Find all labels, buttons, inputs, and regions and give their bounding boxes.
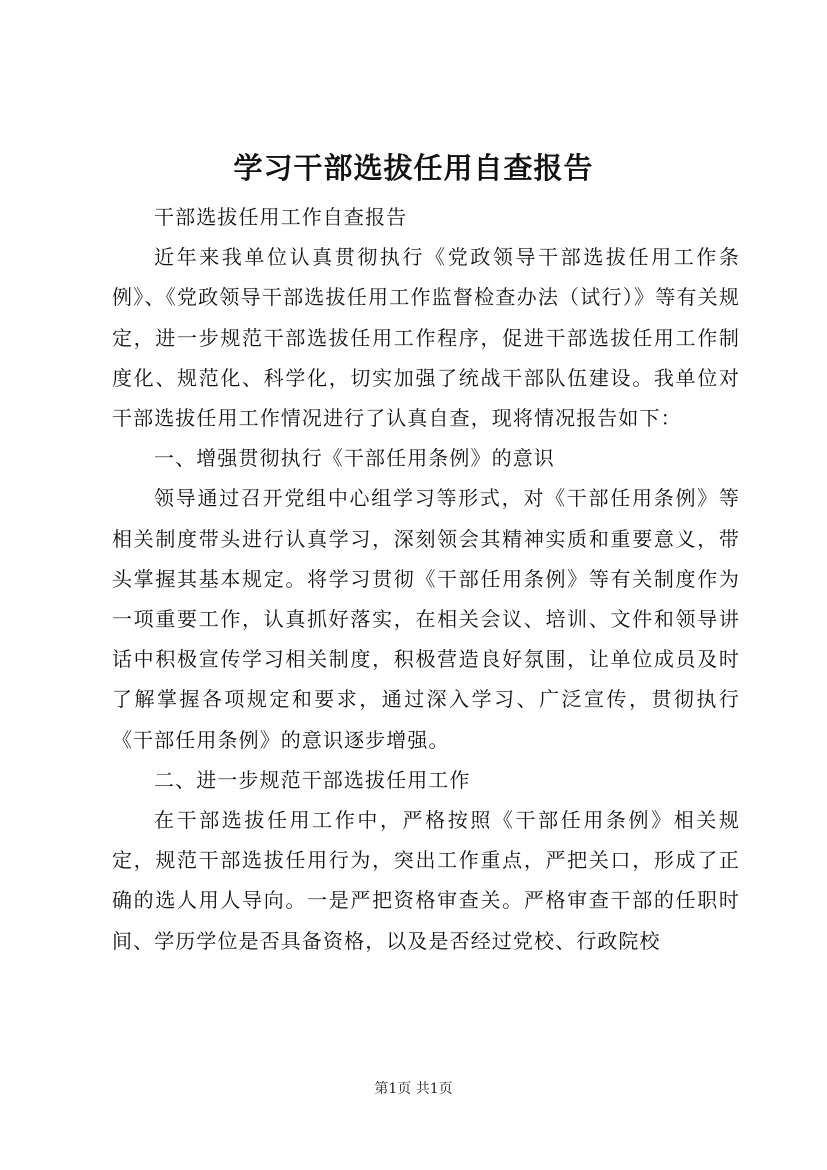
page-number-footer: 第1页 共1页	[374, 1081, 453, 1097]
section-1-paragraph: 领导通过召开党组中心组学习等形式，对《干部任用条例》等相关制度带头进行认真学习，深刻领会其精神实质和重要意义，带头掌握其基本规定。将学习贯彻《干部任用条例》等有关制度作为一项重要工作，认真抓好落实，在相关会议、培训、文件和领导讲话中积极宣传学习相关制度，积极营造良好氛围，让单位成员及时了解掌握各项规定和要求，通过深入学习、广泛宣传，贯彻执行《干部任用条例》的意识逐步增强。	[112, 486, 740, 752]
section-2-paragraph: 在干部选拔任用工作中，严格按照《干部任用条例》相关规定，规范干部选拔任用行为，突出工作重点，严把关口，形成了正确的选人用人导向。一是严把资格审查关。严格审查干部的任职时间、学历学位是否具备资格，以及是否经过党校、行政院校	[112, 808, 740, 953]
document-title: 学习干部选拔任用自查报告	[233, 151, 594, 185]
section-heading-2: 二、进一步规范干部选拔任用工作	[154, 767, 471, 792]
section-heading-1: 一、增强贯彻执行《干部任用条例》的意识	[154, 446, 555, 471]
subtitle-paragraph: 干部选拔任用工作自查报告	[154, 205, 408, 229]
intro-paragraph: 近年来我单位认真贯彻执行《党政领导干部选拔任用工作条例》、《党政领导干部选拔任用工作监督检查办法（试行）》等有关规定，进一步规范干部选拔任用工作程序，促进干部选拔任用工作制度化、规范化、科学化，切实加强了统战干部队伍建设。我单位对干部选拔任用工作情况进行了认真自查，现将情况报告如下：	[112, 245, 740, 431]
document-body	[112, 197, 740, 961]
